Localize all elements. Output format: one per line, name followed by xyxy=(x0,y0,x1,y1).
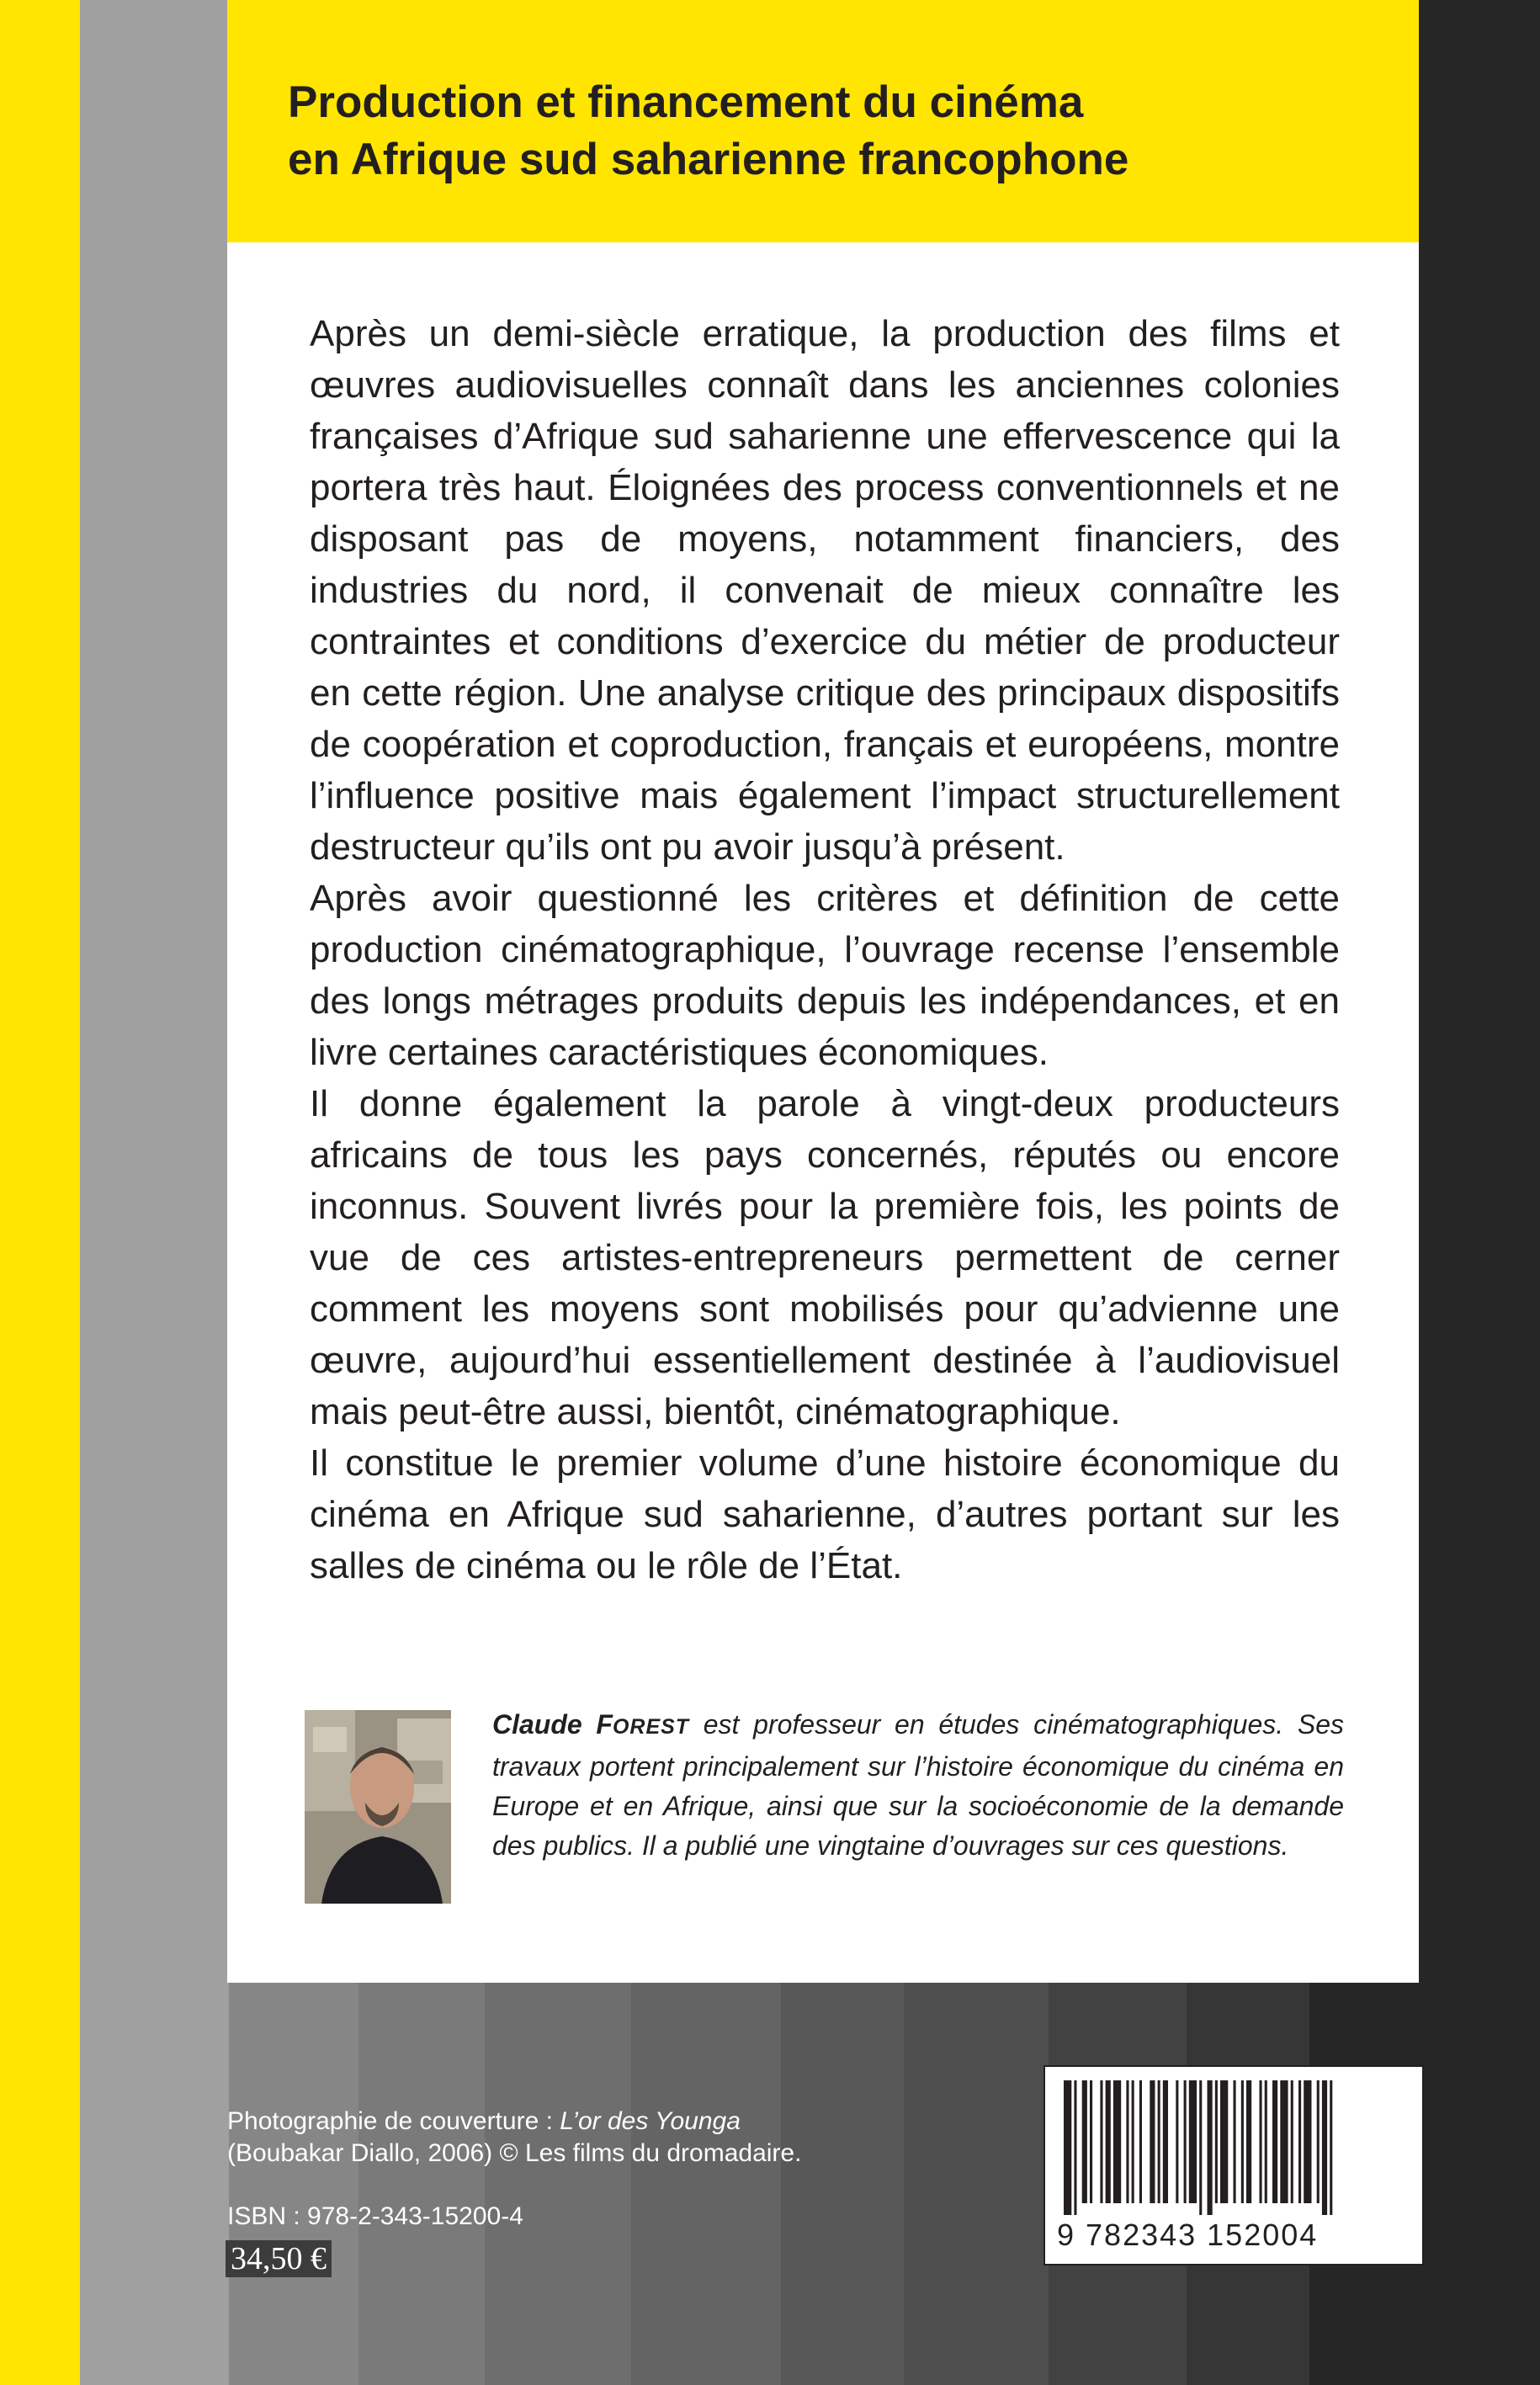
barcode-bar xyxy=(1304,2080,1311,2203)
barcode-bar xyxy=(1090,2080,1092,2203)
blurb-paragraph: Après avoir questionné les critères et définition de cette production cinématographique, l’ouvrage recense l’ensemble des longs métrages produits depuis les indépendances, et en livre certaines caractéristiques économiques. xyxy=(310,878,1340,1073)
barcode-bar xyxy=(1100,2080,1102,2203)
barcode-bar xyxy=(1265,2080,1267,2203)
barcode-bar xyxy=(1298,2080,1301,2203)
barcode-bar xyxy=(1113,2080,1121,2203)
barcode-bar xyxy=(1234,2080,1236,2203)
barcode-bar xyxy=(1317,2080,1320,2203)
author-bio-text: est professeur en études cinématographiques. Ses travaux portent principalement sur l’histoire économique du cinéma en Europe et en Afrique, ainsi que sur la socioéconomie de la demande des publics. Il a publié une vingtaine d’ouvrages sur ces questions. xyxy=(492,1709,1345,1861)
barcode-bar xyxy=(1074,2080,1076,2215)
blurb-paragraph: Après un demi-siècle erratique, la production des films et œuvres audiovisuelles connaît dans les anciennes colonies françaises d’Afrique sud saharienne une effervescence qui la portera très haut. Éloignées des process conventionnels et ne disposant pas de moyens, notamment financiers, des industries du nord, il convenait de mieux connaître les contraintes et conditions d’exercice du métier de producteur en cette région. Une analyse critique des principaux dispositifs de coopération et coproduction, français et européens, montre l’influence positive mais également l’impact structurellement destructeur qu’ils ont pu avoir jusqu’à présent. xyxy=(310,313,1340,868)
price: 34,50 € xyxy=(226,2240,332,2277)
book-title xyxy=(288,74,1365,189)
barcode-bar xyxy=(1158,2080,1160,2203)
author-name xyxy=(492,1709,689,1740)
barcode-bar xyxy=(1220,2080,1228,2203)
blurb-paragraph: Il donne également la parole à vingt-deux producteurs africains de tous les pays concernés, réputés ou encore inconnus. Souvent livrés pour la première fois, les points de vue de ces artistes-entrepreneurs permettent de cerner comment les moyens sont mobilisés pour qu’advienne une œuvre, aujourd’hui essentiellement destinée à l’audiovisuel mais peut-être aussi, bientôt, cinématographique. xyxy=(310,1083,1340,1432)
barcode-digits: 9 782343 152004 xyxy=(1057,2218,1319,2252)
barcode-bar xyxy=(1241,2080,1244,2203)
barcode-bar xyxy=(1272,2080,1277,2203)
credit-film-title: L’or des Younga xyxy=(560,2107,741,2135)
barcode-bar xyxy=(1176,2080,1178,2203)
barcode-bar xyxy=(1082,2080,1087,2203)
author-bio xyxy=(492,1705,1344,1866)
isbn: ISBN : 978-2-343-15200-4 xyxy=(227,2202,523,2230)
author-first-name: Claude xyxy=(492,1709,582,1740)
author-portrait-icon xyxy=(305,1710,451,1904)
barcode-icon xyxy=(1060,2080,1407,2217)
barcode-bar xyxy=(1126,2080,1128,2203)
photo-credits xyxy=(227,2106,985,2170)
barcode-bar xyxy=(1260,2080,1262,2203)
barcode-bar xyxy=(1150,2080,1155,2203)
barcode-bar xyxy=(1208,2080,1213,2215)
author-photo xyxy=(305,1710,451,1904)
barcode-bar xyxy=(1132,2080,1134,2203)
barcode-bar xyxy=(1139,2080,1142,2203)
barcode-bar xyxy=(1246,2080,1251,2203)
gray-stripe xyxy=(80,0,229,2385)
blurb-text xyxy=(310,308,1340,1591)
credit-line-1 xyxy=(227,2106,985,2138)
barcode-bar xyxy=(1189,2080,1197,2203)
barcode-bar xyxy=(1215,2080,1218,2203)
yellow-edge-stripe xyxy=(0,0,80,2385)
author-last-name-rest: OREST xyxy=(612,1715,690,1739)
title-line-1: Production et financement du cinéma xyxy=(288,77,1084,127)
barcode-bar xyxy=(1322,2080,1327,2215)
blurb-paragraph: Il constitue le premier volume d’une histoire économique du cinéma en Afrique sud saharienne, d’autres portant sur les salles de cinéma ou le rôle de l’État. xyxy=(310,1442,1340,1586)
barcode-bar xyxy=(1106,2080,1111,2203)
barcode-bar xyxy=(1291,2080,1293,2203)
barcode-bar xyxy=(1064,2080,1071,2215)
barcode-bar xyxy=(1280,2080,1288,2203)
barcode-bar xyxy=(1163,2080,1168,2203)
title-line-2: en Afrique sud saharienne francophone xyxy=(288,135,1129,184)
author-last-name-initial: F xyxy=(596,1709,613,1740)
barcode-bar xyxy=(1330,2080,1332,2215)
credit-prefix: Photographie de couverture : xyxy=(227,2107,560,2135)
barcode-bar xyxy=(1184,2080,1187,2203)
credit-line-2: (Boubakar Diallo, 2006) © Les films du dromadaire. xyxy=(227,2139,802,2167)
barcode-bar xyxy=(1199,2080,1202,2215)
